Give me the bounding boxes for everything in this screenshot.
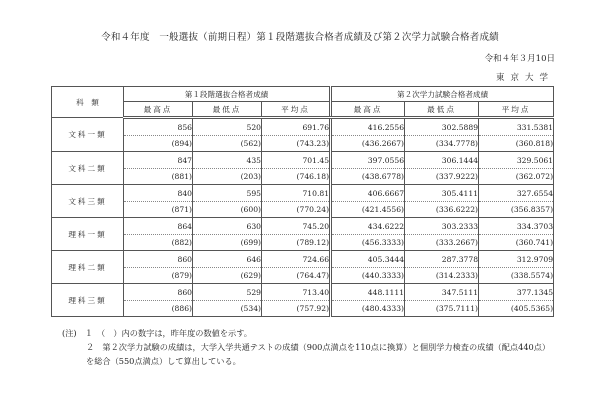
col-avg-2: 平均点 — [479, 102, 554, 118]
score-cell: 287.3778 — [405, 251, 479, 268]
organization-name: 東京大学 — [495, 73, 554, 83]
results-table — [51, 86, 554, 317]
score-cell: 305.4111 — [405, 185, 479, 202]
prev-score-cell: (562) — [193, 136, 262, 152]
table-row-prev — [52, 169, 554, 185]
score-cell: 691.76 — [262, 118, 331, 136]
prev-score-cell: (770.24) — [262, 202, 331, 218]
note-2: ２ 第２次学力試験の成績は，大学入学共通テストの成績（900点満点を110点に換算）と個別学力検査の成績（配点440点）を総合（550点満点）して算出している。 — [86, 342, 551, 366]
prev-score-cell: (886) — [124, 301, 193, 317]
prev-score-cell: (436.2667) — [331, 136, 405, 152]
prev-score-cell: (456.3333) — [331, 235, 405, 251]
col-avg-1: 平均点 — [262, 102, 331, 118]
prev-score-cell: (871) — [124, 202, 193, 218]
table-row-prev — [52, 202, 554, 218]
score-cell: 840 — [124, 185, 193, 202]
prev-score-cell: (338.5574) — [479, 268, 554, 284]
score-cell: 303.2333 — [405, 218, 479, 235]
table-row — [52, 218, 554, 235]
score-cell: 306.1444 — [405, 152, 479, 169]
prev-score-cell: (534) — [193, 301, 262, 317]
prev-score-cell: (421.4556) — [331, 202, 405, 218]
score-cell: 713.40 — [262, 284, 331, 301]
score-cell: 745.20 — [262, 218, 331, 235]
score-cell: 864 — [124, 218, 193, 235]
prev-score-cell: (894) — [124, 136, 193, 152]
prev-score-cell: (356.8357) — [479, 202, 554, 218]
document-date: 令和４年３月10日 — [484, 54, 555, 64]
score-cell: 860 — [124, 284, 193, 301]
score-cell: 434.6222 — [331, 218, 405, 235]
subject-cell: 文科三類 — [52, 185, 124, 218]
prev-score-cell: (405.5365) — [479, 301, 554, 317]
table-row — [52, 251, 554, 268]
col-max-2: 最高点 — [331, 102, 405, 118]
score-cell: 435 — [193, 152, 262, 169]
subject-cell: 文科一類 — [52, 118, 124, 152]
prev-score-cell: (336.6222) — [405, 202, 479, 218]
subject-header: 科 類 — [52, 87, 124, 118]
document-title: 令和４年度 一般選抜（前期日程）第１段階選抜合格者成績及び第２次学力試験合格者成績 — [101, 32, 499, 43]
table-row — [52, 284, 554, 301]
score-cell: 595 — [193, 185, 262, 202]
table-row-prev — [52, 136, 554, 152]
score-cell: 331.5381 — [479, 118, 554, 136]
prev-score-cell: (699) — [193, 235, 262, 251]
prev-score-cell: (879) — [124, 268, 193, 284]
prev-score-cell: (440.3333) — [331, 268, 405, 284]
prev-score-cell: (743.23) — [262, 136, 331, 152]
col-min-2: 最低点 — [405, 102, 479, 118]
score-cell: 646 — [193, 251, 262, 268]
score-cell: 327.6554 — [479, 185, 554, 202]
table-row-prev — [52, 268, 554, 284]
prev-score-cell: (360.741) — [479, 235, 554, 251]
table-row — [52, 185, 554, 202]
score-cell: 302.5889 — [405, 118, 479, 136]
score-cell: 724.66 — [262, 251, 331, 268]
score-cell: 701.45 — [262, 152, 331, 169]
score-cell: 397.0556 — [331, 152, 405, 169]
score-cell: 405.3444 — [331, 251, 405, 268]
score-cell: 377.1345 — [479, 284, 554, 301]
notes — [62, 326, 252, 340]
prev-score-cell: (600) — [193, 202, 262, 218]
subject-cell: 理科二類 — [52, 251, 124, 284]
subject-cell: 理科三類 — [52, 284, 124, 317]
prev-score-cell: (334.7778) — [405, 136, 479, 152]
group1-header: 第１段階選抜合格者成績 — [124, 87, 331, 102]
col-min-1: 最低点 — [193, 102, 262, 118]
prev-score-cell: (629) — [193, 268, 262, 284]
subject-cell: 文科二類 — [52, 152, 124, 185]
prev-score-cell: (360.818) — [479, 136, 554, 152]
score-cell: 416.2556 — [331, 118, 405, 136]
score-cell: 347.5111 — [405, 284, 479, 301]
prev-score-cell: (362.072) — [479, 169, 554, 185]
prev-score-cell: (789.12) — [262, 235, 331, 251]
prev-score-cell: (333.2667) — [405, 235, 479, 251]
prev-score-cell: (480.4333) — [331, 301, 405, 317]
score-cell: 406.6667 — [331, 185, 405, 202]
table-row — [52, 152, 554, 169]
table-row — [52, 118, 554, 136]
subject-cell: 理科一類 — [52, 218, 124, 251]
prev-score-cell: (375.7111) — [405, 301, 479, 317]
score-cell: 448.1111 — [331, 284, 405, 301]
prev-score-cell: (438.6778) — [331, 169, 405, 185]
table-row-prev — [52, 301, 554, 317]
note-1: (注) １ （ ）内の数字は，昨年度の数値を示す。 — [62, 328, 252, 338]
score-cell: 710.81 — [262, 185, 331, 202]
prev-score-cell: (746.18) — [262, 169, 331, 185]
score-cell: 329.5061 — [479, 152, 554, 169]
score-cell: 860 — [124, 251, 193, 268]
col-max-1: 最高点 — [124, 102, 193, 118]
score-cell: 312.9709 — [479, 251, 554, 268]
prev-score-cell: (764.47) — [262, 268, 331, 284]
prev-score-cell: (881) — [124, 169, 193, 185]
prev-score-cell: (337.9222) — [405, 169, 479, 185]
score-cell: 847 — [124, 152, 193, 169]
score-cell: 630 — [193, 218, 262, 235]
score-cell: 529 — [193, 284, 262, 301]
group2-header: 第２次学力試験合格者成績 — [331, 87, 554, 102]
prev-score-cell: (314.2333) — [405, 268, 479, 284]
table-row-prev — [52, 235, 554, 251]
score-cell: 520 — [193, 118, 262, 136]
prev-score-cell: (203) — [193, 169, 262, 185]
score-cell: 856 — [124, 118, 193, 136]
prev-score-cell: (757.92) — [262, 301, 331, 317]
score-cell: 334.3703 — [479, 218, 554, 235]
prev-score-cell: (882) — [124, 235, 193, 251]
